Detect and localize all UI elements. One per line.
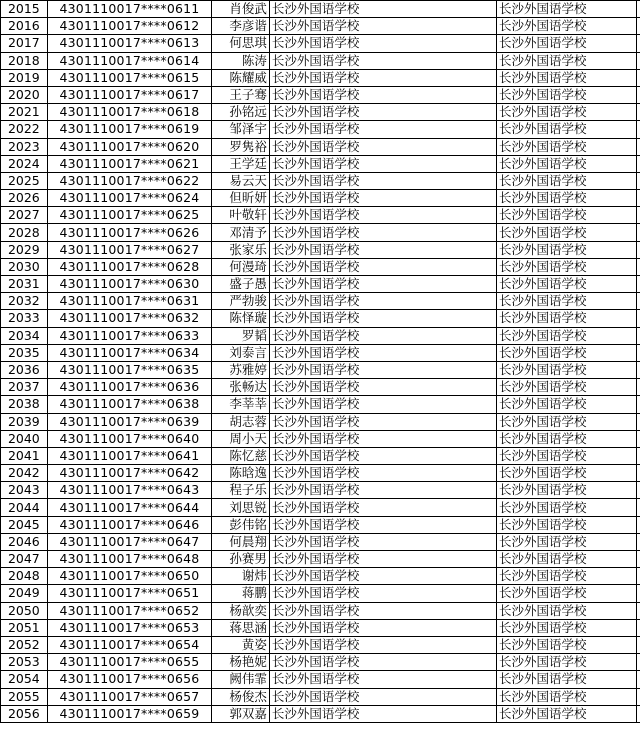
school-name-secondary-cell: 长沙外国语学校 [497,138,637,155]
student-name-cell: 肖俊武 [212,1,270,18]
student-name-cell: 何思琪 [212,35,270,52]
row-number-cell: 2033 [1,310,48,327]
table-row [1,705,640,722]
table-row [1,241,640,258]
row-number-cell: 2036 [1,361,48,378]
school-name-cell: 长沙外国语学校 [269,361,496,378]
school-name-cell: 长沙外国语学校 [269,482,496,499]
row-number-cell: 2044 [1,499,48,516]
exam-id-cell: 4301110017****0621 [47,155,212,172]
student-name-cell: 陈怿璇 [212,310,270,327]
trailing-cell [637,224,640,241]
school-name-secondary-cell: 长沙外国语学校 [497,310,637,327]
school-name-secondary-cell: 长沙外国语学校 [497,430,637,447]
trailing-cell [637,516,640,533]
exam-id-cell: 4301110017****0636 [47,379,212,396]
exam-id-cell: 4301110017****0617 [47,86,212,103]
student-name-cell: 李莘莘 [212,396,270,413]
row-number-cell: 2018 [1,52,48,69]
table-row [1,276,640,293]
trailing-cell [637,69,640,86]
table-row [1,361,640,378]
student-name-cell: 但昕妍 [212,190,270,207]
student-name-cell: 张家乐 [212,241,270,258]
table-row [1,52,640,69]
row-number-cell: 2017 [1,35,48,52]
table-row [1,482,640,499]
table-row [1,379,640,396]
table-body [1,1,640,723]
school-name-secondary-cell: 长沙外国语学校 [497,361,637,378]
table-row [1,465,640,482]
school-name-cell: 长沙外国语学校 [269,344,496,361]
school-name-cell: 长沙外国语学校 [269,190,496,207]
trailing-cell [637,138,640,155]
row-number-cell: 2056 [1,705,48,722]
trailing-cell [637,379,640,396]
row-number-cell: 2024 [1,155,48,172]
row-number-cell: 2045 [1,516,48,533]
row-number-cell: 2015 [1,1,48,18]
table-row [1,172,640,189]
student-name-cell: 周小天 [212,430,270,447]
exam-id-cell: 4301110017****0625 [47,207,212,224]
student-name-cell: 邓清予 [212,224,270,241]
school-name-secondary-cell: 长沙外国语学校 [497,35,637,52]
school-name-cell: 长沙外国语学校 [269,465,496,482]
student-name-cell: 孙赛男 [212,551,270,568]
trailing-cell [637,344,640,361]
school-name-secondary-cell: 长沙外国语学校 [497,671,637,688]
school-name-secondary-cell: 长沙外国语学校 [497,688,637,705]
table-row [1,688,640,705]
exam-id-cell: 4301110017****0628 [47,258,212,275]
student-name-cell: 何漫琦 [212,258,270,275]
school-name-secondary-cell: 长沙外国语学校 [497,86,637,103]
student-name-cell: 张畅达 [212,379,270,396]
school-name-secondary-cell: 长沙外国语学校 [497,172,637,189]
student-name-cell: 杨歆奕 [212,602,270,619]
student-name-cell: 易云天 [212,172,270,189]
school-name-cell: 长沙外国语学校 [269,207,496,224]
row-number-cell: 2055 [1,688,48,705]
table-row [1,568,640,585]
exam-id-cell: 4301110017****0646 [47,516,212,533]
school-name-secondary-cell: 长沙外国语学校 [497,1,637,18]
table-row [1,104,640,121]
school-name-cell: 长沙外国语学校 [269,688,496,705]
row-number-cell: 2032 [1,293,48,310]
student-name-cell: 陈涛 [212,52,270,69]
row-number-cell: 2053 [1,654,48,671]
school-name-secondary-cell: 长沙外国语学校 [497,190,637,207]
row-number-cell: 2047 [1,551,48,568]
exam-id-cell: 4301110017****0638 [47,396,212,413]
student-name-cell: 蒋鹏 [212,585,270,602]
row-number-cell: 2027 [1,207,48,224]
exam-id-cell: 4301110017****0655 [47,654,212,671]
student-name-cell: 李彦谐 [212,18,270,35]
row-number-cell: 2039 [1,413,48,430]
school-name-cell: 长沙外国语学校 [269,35,496,52]
school-name-secondary-cell: 长沙外国语学校 [497,52,637,69]
row-number-cell: 2016 [1,18,48,35]
school-name-cell: 长沙外国语学校 [269,172,496,189]
trailing-cell [637,52,640,69]
table-row [1,602,640,619]
school-name-secondary-cell: 长沙外国语学校 [497,568,637,585]
row-number-cell: 2051 [1,619,48,636]
exam-id-cell: 4301110017****0613 [47,35,212,52]
trailing-cell [637,465,640,482]
table-row [1,396,640,413]
trailing-cell [637,207,640,224]
exam-id-cell: 4301110017****0643 [47,482,212,499]
trailing-cell [637,568,640,585]
row-number-cell: 2037 [1,379,48,396]
school-name-secondary-cell: 长沙外国语学校 [497,413,637,430]
row-number-cell: 2042 [1,465,48,482]
trailing-cell [637,172,640,189]
exam-id-cell: 4301110017****0612 [47,18,212,35]
trailing-cell [637,121,640,138]
table-row [1,310,640,327]
school-name-cell: 长沙外国语学校 [269,447,496,464]
school-name-cell: 长沙外国语学校 [269,18,496,35]
trailing-cell [637,585,640,602]
trailing-cell [637,293,640,310]
exam-id-cell: 4301110017****0615 [47,69,212,86]
trailing-cell [637,35,640,52]
table-row [1,447,640,464]
exam-id-cell: 4301110017****0624 [47,190,212,207]
exam-id-cell: 4301110017****0650 [47,568,212,585]
school-name-cell: 长沙外国语学校 [269,568,496,585]
trailing-cell [637,551,640,568]
exam-id-cell: 4301110017****0640 [47,430,212,447]
table-row [1,619,640,636]
table-row [1,413,640,430]
row-number-cell: 2021 [1,104,48,121]
table-row [1,35,640,52]
student-name-cell: 王学廷 [212,155,270,172]
table-row [1,69,640,86]
row-number-cell: 2054 [1,671,48,688]
trailing-cell [637,276,640,293]
school-name-secondary-cell: 长沙外国语学校 [497,654,637,671]
school-name-secondary-cell: 长沙外国语学校 [497,516,637,533]
school-name-cell: 长沙外国语学校 [269,602,496,619]
school-name-cell: 长沙外国语学校 [269,69,496,86]
student-name-cell: 阙伟霏 [212,671,270,688]
student-name-cell: 盛子愚 [212,276,270,293]
trailing-cell [637,430,640,447]
student-name-cell: 谢炜 [212,568,270,585]
school-name-secondary-cell: 长沙外国语学校 [497,447,637,464]
school-name-secondary-cell: 长沙外国语学校 [497,327,637,344]
row-number-cell: 2040 [1,430,48,447]
table-row [1,344,640,361]
trailing-cell [637,688,640,705]
table-row [1,654,640,671]
row-number-cell: 2028 [1,224,48,241]
trailing-cell [637,705,640,722]
exam-id-cell: 4301110017****0659 [47,705,212,722]
school-name-secondary-cell: 长沙外国语学校 [497,551,637,568]
exam-id-cell: 4301110017****0651 [47,585,212,602]
school-name-cell: 长沙外国语学校 [269,413,496,430]
trailing-cell [637,258,640,275]
row-number-cell: 2050 [1,602,48,619]
school-name-cell: 长沙外国语学校 [269,705,496,722]
school-name-secondary-cell: 长沙外国语学校 [497,69,637,86]
trailing-cell [637,241,640,258]
exam-id-cell: 4301110017****0619 [47,121,212,138]
exam-id-cell: 4301110017****0635 [47,361,212,378]
trailing-cell [637,190,640,207]
school-name-secondary-cell: 长沙外国语学校 [497,619,637,636]
table-row [1,671,640,688]
school-name-cell: 长沙外国语学校 [269,276,496,293]
school-name-cell: 长沙外国语学校 [269,396,496,413]
exam-id-cell: 4301110017****0630 [47,276,212,293]
exam-id-cell: 4301110017****0654 [47,636,212,653]
row-number-cell: 2038 [1,396,48,413]
school-name-secondary-cell: 长沙外国语学校 [497,499,637,516]
exam-id-cell: 4301110017****0641 [47,447,212,464]
table-row [1,293,640,310]
trailing-cell [637,396,640,413]
table-row [1,86,640,103]
school-name-cell: 长沙外国语学校 [269,155,496,172]
row-number-cell: 2030 [1,258,48,275]
student-name-cell: 刘思锐 [212,499,270,516]
student-name-cell: 邹泽宇 [212,121,270,138]
school-name-secondary-cell: 长沙外国语学校 [497,379,637,396]
trailing-cell [637,499,640,516]
row-number-cell: 2048 [1,568,48,585]
row-number-cell: 2019 [1,69,48,86]
exam-id-cell: 4301110017****0618 [47,104,212,121]
row-number-cell: 2026 [1,190,48,207]
trailing-cell [637,636,640,653]
trailing-cell [637,413,640,430]
school-name-cell: 长沙外国语学校 [269,138,496,155]
row-number-cell: 2020 [1,86,48,103]
exam-id-cell: 4301110017****0657 [47,688,212,705]
exam-id-cell: 4301110017****0642 [47,465,212,482]
trailing-cell [637,671,640,688]
trailing-cell [637,654,640,671]
student-name-cell: 陈晗逸 [212,465,270,482]
student-name-cell: 郭双嘉 [212,705,270,722]
table-row [1,258,640,275]
student-name-cell: 叶敬轩 [212,207,270,224]
exam-id-cell: 4301110017****0653 [47,619,212,636]
school-name-cell: 长沙外国语学校 [269,551,496,568]
exam-id-cell: 4301110017****0620 [47,138,212,155]
exam-id-cell: 4301110017****0634 [47,344,212,361]
row-number-cell: 2025 [1,172,48,189]
trailing-cell [637,482,640,499]
student-name-cell: 王子骞 [212,86,270,103]
trailing-cell [637,310,640,327]
school-name-secondary-cell: 长沙外国语学校 [497,636,637,653]
school-name-secondary-cell: 长沙外国语学校 [497,121,637,138]
school-name-secondary-cell: 长沙外国语学校 [497,482,637,499]
trailing-cell [637,447,640,464]
row-number-cell: 2029 [1,241,48,258]
table-row [1,499,640,516]
trailing-cell [637,155,640,172]
table-row [1,121,640,138]
trailing-cell [637,361,640,378]
school-name-cell: 长沙外国语学校 [269,293,496,310]
student-name-cell: 刘泰言 [212,344,270,361]
row-number-cell: 2022 [1,121,48,138]
school-name-cell: 长沙外国语学校 [269,379,496,396]
table-row [1,190,640,207]
school-name-secondary-cell: 长沙外国语学校 [497,533,637,550]
student-name-cell: 陈忆慈 [212,447,270,464]
trailing-cell [637,104,640,121]
school-name-cell: 长沙外国语学校 [269,121,496,138]
exam-id-cell: 4301110017****0644 [47,499,212,516]
school-name-secondary-cell: 长沙外国语学校 [497,705,637,722]
exam-id-cell: 4301110017****0648 [47,551,212,568]
table-row [1,430,640,447]
school-name-secondary-cell: 长沙外国语学校 [497,258,637,275]
school-name-cell: 长沙外国语学校 [269,619,496,636]
row-number-cell: 2046 [1,533,48,550]
student-name-cell: 严勃骏 [212,293,270,310]
exam-id-cell: 4301110017****0614 [47,52,212,69]
table-row [1,207,640,224]
student-name-cell: 杨俊杰 [212,688,270,705]
school-name-secondary-cell: 长沙外国语学校 [497,207,637,224]
exam-id-cell: 4301110017****0622 [47,172,212,189]
student-name-cell: 罗隽裕 [212,138,270,155]
student-name-cell: 孙铭远 [212,104,270,121]
student-name-cell: 杨艳妮 [212,654,270,671]
row-number-cell: 2052 [1,636,48,653]
table-row [1,516,640,533]
school-name-cell: 长沙外国语学校 [269,52,496,69]
school-name-cell: 长沙外国语学校 [269,1,496,18]
exam-id-cell: 4301110017****0633 [47,327,212,344]
student-name-cell: 黄姿 [212,636,270,653]
school-name-cell: 长沙外国语学校 [269,671,496,688]
school-name-secondary-cell: 长沙外国语学校 [497,293,637,310]
row-number-cell: 2035 [1,344,48,361]
student-name-cell: 苏雅婷 [212,361,270,378]
exam-id-cell: 4301110017****0656 [47,671,212,688]
trailing-cell [637,602,640,619]
exam-id-cell: 4301110017****0631 [47,293,212,310]
exam-id-cell: 4301110017****0626 [47,224,212,241]
exam-id-cell: 4301110017****0652 [47,602,212,619]
table-row [1,533,640,550]
school-name-secondary-cell: 长沙外国语学校 [497,276,637,293]
student-name-cell: 蒋思涵 [212,619,270,636]
student-name-cell: 何晨翔 [212,533,270,550]
school-name-cell: 长沙外国语学校 [269,310,496,327]
trailing-cell [637,1,640,18]
school-name-secondary-cell: 长沙外国语学校 [497,155,637,172]
school-name-cell: 长沙外国语学校 [269,86,496,103]
trailing-cell [637,86,640,103]
school-name-cell: 长沙外国语学校 [269,224,496,241]
exam-id-cell: 4301110017****0647 [47,533,212,550]
row-number-cell: 2043 [1,482,48,499]
school-name-secondary-cell: 长沙外国语学校 [497,396,637,413]
trailing-cell [637,619,640,636]
exam-id-cell: 4301110017****0632 [47,310,212,327]
school-name-secondary-cell: 长沙外国语学校 [497,104,637,121]
table-row [1,155,640,172]
school-name-secondary-cell: 长沙外国语学校 [497,18,637,35]
table-row [1,585,640,602]
table-row [1,224,640,241]
student-name-cell: 彭伟铭 [212,516,270,533]
student-name-cell: 胡志蓉 [212,413,270,430]
school-name-cell: 长沙外国语学校 [269,499,496,516]
school-name-cell: 长沙外国语学校 [269,516,496,533]
exam-id-cell: 4301110017****0639 [47,413,212,430]
table-row [1,1,640,18]
exam-id-cell: 4301110017****0627 [47,241,212,258]
row-number-cell: 2041 [1,447,48,464]
student-name-cell: 陈耀威 [212,69,270,86]
school-name-cell: 长沙外国语学校 [269,241,496,258]
table-row [1,18,640,35]
trailing-cell [637,533,640,550]
table-row [1,138,640,155]
table-row [1,551,640,568]
school-name-cell: 长沙外国语学校 [269,104,496,121]
school-name-cell: 长沙外国语学校 [269,654,496,671]
table-row [1,327,640,344]
school-name-secondary-cell: 长沙外国语学校 [497,602,637,619]
row-number-cell: 2049 [1,585,48,602]
row-number-cell: 2031 [1,276,48,293]
table-row [1,636,640,653]
school-name-cell: 长沙外国语学校 [269,327,496,344]
school-name-cell: 长沙外国语学校 [269,636,496,653]
school-name-secondary-cell: 长沙外国语学校 [497,344,637,361]
trailing-cell [637,18,640,35]
student-name-cell: 程子乐 [212,482,270,499]
school-name-secondary-cell: 长沙外国语学校 [497,465,637,482]
school-name-secondary-cell: 长沙外国语学校 [497,241,637,258]
school-name-secondary-cell: 长沙外国语学校 [497,585,637,602]
row-number-cell: 2034 [1,327,48,344]
exam-id-cell: 4301110017****0611 [47,1,212,18]
row-number-cell: 2023 [1,138,48,155]
student-name-cell: 罗韬 [212,327,270,344]
school-name-cell: 长沙外国语学校 [269,258,496,275]
school-name-cell: 长沙外国语学校 [269,430,496,447]
school-name-cell: 长沙外国语学校 [269,533,496,550]
school-name-secondary-cell: 长沙外国语学校 [497,224,637,241]
school-name-cell: 长沙外国语学校 [269,585,496,602]
trailing-cell [637,327,640,344]
